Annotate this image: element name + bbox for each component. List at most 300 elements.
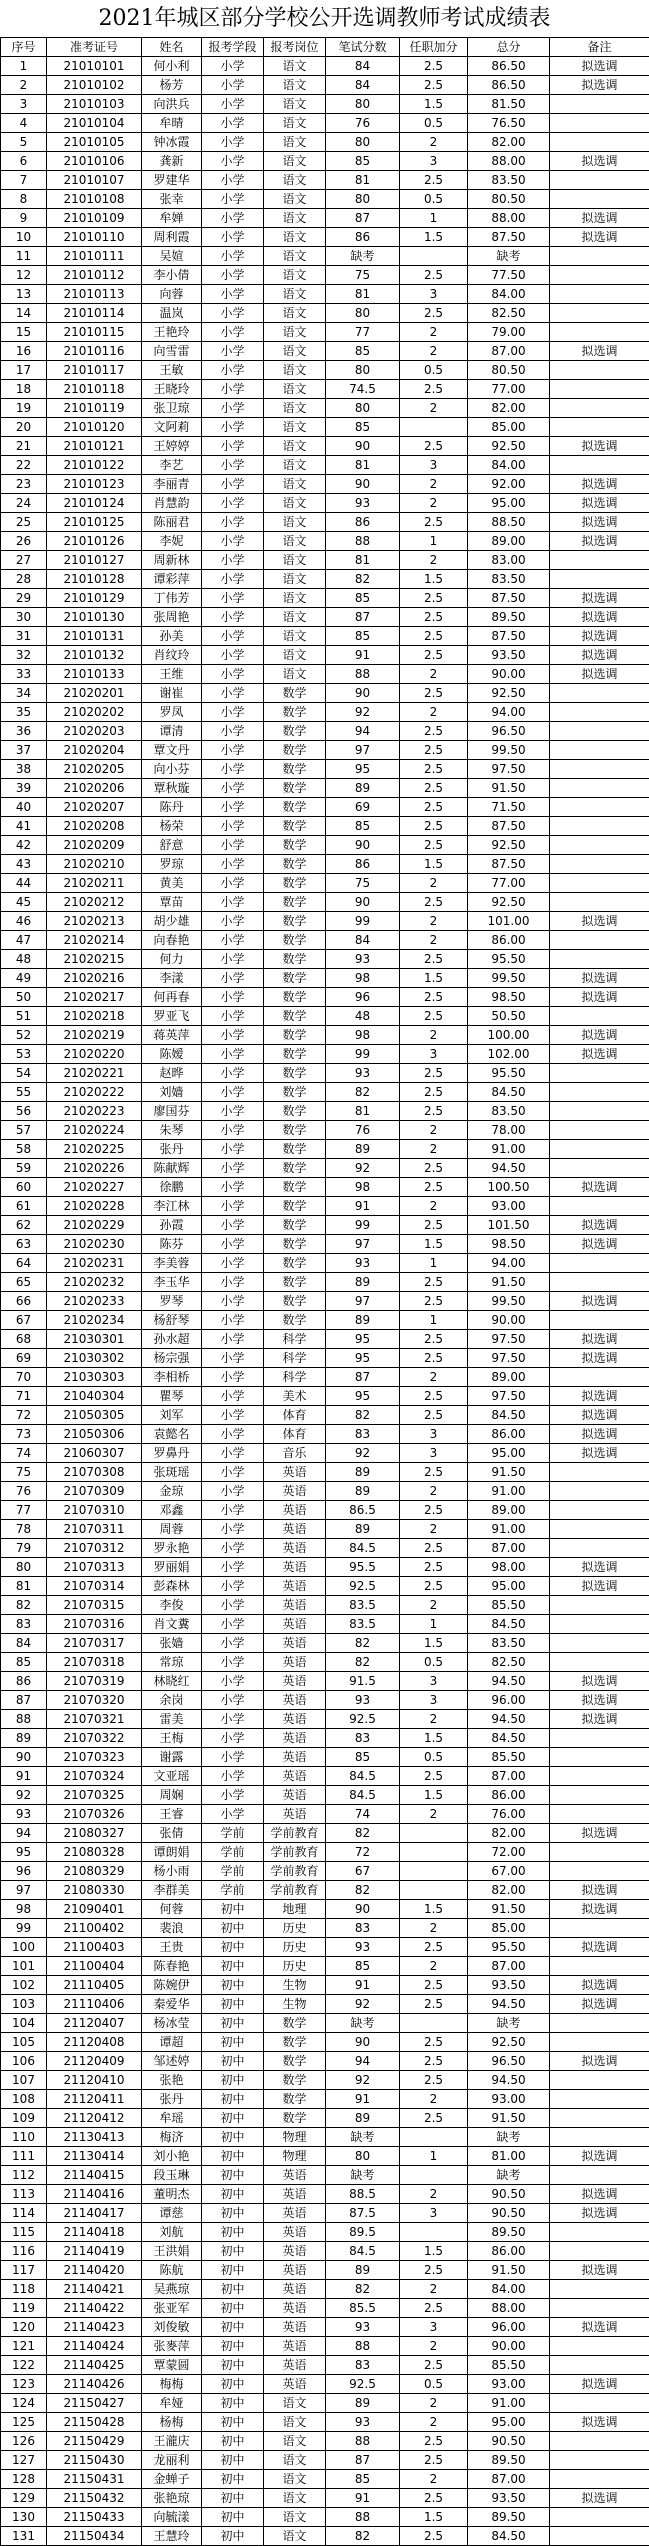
cell-post: 物理 bbox=[264, 2128, 326, 2147]
cell-total: 95.00 bbox=[468, 1444, 550, 1463]
cell-name: 刘嫱 bbox=[142, 1083, 202, 1102]
cell-post: 数学 bbox=[264, 1026, 326, 1045]
cell-index: 6 bbox=[1, 152, 47, 171]
cell-remark bbox=[550, 1520, 649, 1539]
table-row bbox=[1, 1083, 649, 1102]
cell-total: 90.50 bbox=[468, 2204, 550, 2223]
cell-post: 体育 bbox=[264, 1425, 326, 1444]
cell-ticket: 21150431 bbox=[47, 2470, 142, 2489]
cell-written-score: 92 bbox=[326, 1995, 400, 2014]
cell-post: 数学 bbox=[264, 1273, 326, 1292]
cell-bonus: 2.5 bbox=[400, 1976, 468, 1995]
cell-post: 数学 bbox=[264, 2071, 326, 2090]
cell-post: 语文 bbox=[264, 133, 326, 152]
cell-bonus: 2.5 bbox=[400, 1539, 468, 1558]
table-row bbox=[1, 2166, 649, 2185]
cell-remark: 拟选调 bbox=[550, 1406, 649, 1425]
cell-written-score: 81 bbox=[326, 285, 400, 304]
cell-post: 英语 bbox=[264, 2242, 326, 2261]
cell-name: 孙水超 bbox=[142, 1330, 202, 1349]
cell-bonus: 0.5 bbox=[400, 361, 468, 380]
cell-written-score: 98 bbox=[326, 1026, 400, 1045]
cell-index: 45 bbox=[1, 893, 47, 912]
cell-stage: 小学 bbox=[202, 1197, 264, 1216]
cell-remark bbox=[550, 1102, 649, 1121]
cell-remark bbox=[550, 1121, 649, 1140]
cell-index: 67 bbox=[1, 1311, 47, 1330]
cell-ticket: 21010124 bbox=[47, 494, 142, 513]
cell-stage: 小学 bbox=[202, 456, 264, 475]
cell-total: 89.00 bbox=[468, 1368, 550, 1387]
cell-name: 孙美 bbox=[142, 627, 202, 646]
cell-bonus: 2.5 bbox=[400, 1463, 468, 1482]
cell-bonus: 2.5 bbox=[400, 304, 468, 323]
cell-post: 语文 bbox=[264, 171, 326, 190]
cell-stage: 小学 bbox=[202, 1463, 264, 1482]
cell-stage: 小学 bbox=[202, 1026, 264, 1045]
cell-name: 向小芬 bbox=[142, 760, 202, 779]
table-row bbox=[1, 2413, 649, 2432]
cell-name: 向春艳 bbox=[142, 931, 202, 950]
cell-bonus: 3 bbox=[400, 1425, 468, 1444]
cell-ticket: 21100402 bbox=[47, 1919, 142, 1938]
cell-stage: 小学 bbox=[202, 627, 264, 646]
cell-post: 数学 bbox=[264, 779, 326, 798]
cell-bonus bbox=[400, 418, 468, 437]
cell-ticket: 21020208 bbox=[47, 817, 142, 836]
cell-stage: 学前 bbox=[202, 1862, 264, 1881]
cell-stage: 小学 bbox=[202, 1539, 264, 1558]
cell-written-score: 88 bbox=[326, 2432, 400, 2451]
cell-remark bbox=[550, 874, 649, 893]
cell-total: 95.00 bbox=[468, 494, 550, 513]
cell-bonus: 2.5 bbox=[400, 437, 468, 456]
cell-stage: 小学 bbox=[202, 76, 264, 95]
cell-name: 瞿琴 bbox=[142, 1387, 202, 1406]
cell-remark bbox=[550, 855, 649, 874]
table-row bbox=[1, 1520, 649, 1539]
cell-written-score: 85 bbox=[326, 152, 400, 171]
cell-total: 94.50 bbox=[468, 1995, 550, 2014]
cell-name: 董明杰 bbox=[142, 2185, 202, 2204]
cell-total: 85.00 bbox=[468, 1919, 550, 1938]
cell-written-score: 76 bbox=[326, 114, 400, 133]
cell-remark: 拟选调 bbox=[550, 1349, 649, 1368]
table-row bbox=[1, 532, 649, 551]
cell-stage: 小学 bbox=[202, 1349, 264, 1368]
cell-name: 杨芳 bbox=[142, 76, 202, 95]
cell-remark bbox=[550, 760, 649, 779]
cell-ticket: 21020224 bbox=[47, 1121, 142, 1140]
cell-index: 127 bbox=[1, 2451, 47, 2470]
table-body bbox=[1, 57, 649, 2546]
cell-name: 段玉琳 bbox=[142, 2166, 202, 2185]
cell-bonus: 2.5 bbox=[400, 171, 468, 190]
cell-stage: 小学 bbox=[202, 1653, 264, 1672]
cell-ticket: 21020225 bbox=[47, 1140, 142, 1159]
cell-bonus: 3 bbox=[400, 1444, 468, 1463]
cell-ticket: 21010108 bbox=[47, 190, 142, 209]
cell-written-score: 89 bbox=[326, 1140, 400, 1159]
cell-post: 数学 bbox=[264, 1045, 326, 1064]
cell-stage: 小学 bbox=[202, 912, 264, 931]
cell-ticket: 21070315 bbox=[47, 1596, 142, 1615]
cell-total: 89.50 bbox=[468, 2223, 550, 2242]
cell-written-score: 92 bbox=[326, 703, 400, 722]
table-row bbox=[1, 1406, 649, 1425]
table-row bbox=[1, 209, 649, 228]
header-cell-index: 序号 bbox=[1, 38, 47, 57]
cell-written-score: 99 bbox=[326, 1216, 400, 1235]
cell-post: 语文 bbox=[264, 418, 326, 437]
cell-name: 黄美 bbox=[142, 874, 202, 893]
cell-name: 龚新 bbox=[142, 152, 202, 171]
cell-name: 杨冰莹 bbox=[142, 2014, 202, 2033]
table-row bbox=[1, 2356, 649, 2375]
table-row bbox=[1, 855, 649, 874]
cell-total: 86.50 bbox=[468, 57, 550, 76]
cell-post: 数学 bbox=[264, 1121, 326, 1140]
cell-written-score: 91 bbox=[326, 1197, 400, 1216]
cell-stage: 小学 bbox=[202, 57, 264, 76]
cell-ticket: 21020221 bbox=[47, 1064, 142, 1083]
table-row bbox=[1, 247, 649, 266]
cell-bonus: 2 bbox=[400, 1140, 468, 1159]
cell-total: 95.50 bbox=[468, 950, 550, 969]
cell-ticket: 21020227 bbox=[47, 1178, 142, 1197]
cell-ticket: 21020211 bbox=[47, 874, 142, 893]
cell-index: 11 bbox=[1, 247, 47, 266]
cell-written-score: 95 bbox=[326, 760, 400, 779]
cell-stage: 小学 bbox=[202, 209, 264, 228]
cell-written-score: 89 bbox=[326, 1463, 400, 1482]
cell-written-score: 84 bbox=[326, 57, 400, 76]
cell-post: 美术 bbox=[264, 1387, 326, 1406]
cell-name: 丁伟芳 bbox=[142, 589, 202, 608]
cell-post: 英语 bbox=[264, 2337, 326, 2356]
cell-written-score: 95 bbox=[326, 1349, 400, 1368]
cell-stage: 小学 bbox=[202, 1444, 264, 1463]
cell-index: 76 bbox=[1, 1482, 47, 1501]
cell-remark: 拟选调 bbox=[550, 2375, 649, 2394]
cell-name: 牟婵 bbox=[142, 209, 202, 228]
cell-stage: 小学 bbox=[202, 1615, 264, 1634]
cell-ticket: 21020209 bbox=[47, 836, 142, 855]
table-row bbox=[1, 513, 649, 532]
table-row bbox=[1, 171, 649, 190]
cell-written-score: 97 bbox=[326, 1292, 400, 1311]
cell-name: 王贵 bbox=[142, 1938, 202, 1957]
table-row bbox=[1, 1330, 649, 1349]
cell-written-score: 93 bbox=[326, 950, 400, 969]
cell-ticket: 21150430 bbox=[47, 2451, 142, 2470]
cell-index: 47 bbox=[1, 931, 47, 950]
cell-index: 26 bbox=[1, 532, 47, 551]
cell-bonus: 2 bbox=[400, 399, 468, 418]
cell-remark: 拟选调 bbox=[550, 1330, 649, 1349]
cell-bonus: 2 bbox=[400, 475, 468, 494]
cell-post: 英语 bbox=[264, 1577, 326, 1596]
cell-post: 语文 bbox=[264, 665, 326, 684]
cell-index: 113 bbox=[1, 2185, 47, 2204]
cell-ticket: 21010127 bbox=[47, 551, 142, 570]
cell-written-score: 67 bbox=[326, 1862, 400, 1881]
cell-ticket: 21020231 bbox=[47, 1254, 142, 1273]
cell-remark bbox=[550, 1501, 649, 1520]
cell-total: 91.50 bbox=[468, 779, 550, 798]
cell-ticket: 21050305 bbox=[47, 1406, 142, 1425]
cell-index: 96 bbox=[1, 1862, 47, 1881]
cell-stage: 初中 bbox=[202, 2451, 264, 2470]
table-row bbox=[1, 1672, 649, 1691]
cell-remark bbox=[550, 285, 649, 304]
cell-stage: 小学 bbox=[202, 1330, 264, 1349]
cell-total: 100.50 bbox=[468, 1178, 550, 1197]
cell-total: 92.50 bbox=[468, 836, 550, 855]
cell-index: 60 bbox=[1, 1178, 47, 1197]
cell-stage: 初中 bbox=[202, 2223, 264, 2242]
cell-remark: 拟选调 bbox=[550, 1672, 649, 1691]
cell-bonus: 2 bbox=[400, 874, 468, 893]
cell-name: 谢崔 bbox=[142, 684, 202, 703]
cell-ticket: 21010126 bbox=[47, 532, 142, 551]
cell-post: 数学 bbox=[264, 722, 326, 741]
cell-remark: 拟选调 bbox=[550, 665, 649, 684]
cell-total: 84.50 bbox=[468, 1406, 550, 1425]
cell-name: 罗亚飞 bbox=[142, 1007, 202, 1026]
cell-written-score: 86 bbox=[326, 513, 400, 532]
cell-bonus: 2 bbox=[400, 133, 468, 152]
cell-index: 15 bbox=[1, 323, 47, 342]
table-row bbox=[1, 380, 649, 399]
cell-remark bbox=[550, 1615, 649, 1634]
cell-remark bbox=[550, 570, 649, 589]
cell-remark bbox=[550, 2242, 649, 2261]
cell-index: 16 bbox=[1, 342, 47, 361]
cell-index: 50 bbox=[1, 988, 47, 1007]
cell-post: 数学 bbox=[264, 874, 326, 893]
cell-index: 70 bbox=[1, 1368, 47, 1387]
cell-name: 周新林 bbox=[142, 551, 202, 570]
cell-written-score: 89 bbox=[326, 2109, 400, 2128]
cell-bonus: 2 bbox=[400, 2185, 468, 2204]
cell-index: 65 bbox=[1, 1273, 47, 1292]
cell-ticket: 21140426 bbox=[47, 2375, 142, 2394]
cell-post: 语文 bbox=[264, 456, 326, 475]
cell-ticket: 21070323 bbox=[47, 1748, 142, 1767]
cell-index: 124 bbox=[1, 2394, 47, 2413]
cell-stage: 小学 bbox=[202, 266, 264, 285]
cell-ticket: 21150434 bbox=[47, 2527, 142, 2546]
table-row bbox=[1, 304, 649, 323]
cell-written-score: 91 bbox=[326, 2090, 400, 2109]
cell-stage: 初中 bbox=[202, 2261, 264, 2280]
cell-remark bbox=[550, 722, 649, 741]
cell-index: 123 bbox=[1, 2375, 47, 2394]
cell-bonus: 2.5 bbox=[400, 1577, 468, 1596]
cell-total: 90.00 bbox=[468, 1311, 550, 1330]
cell-bonus: 2.5 bbox=[400, 1216, 468, 1235]
cell-bonus: 2.5 bbox=[400, 1159, 468, 1178]
table-row bbox=[1, 95, 649, 114]
cell-name: 罗琼 bbox=[142, 855, 202, 874]
cell-name: 谭朗娟 bbox=[142, 1843, 202, 1862]
cell-ticket: 21150427 bbox=[47, 2394, 142, 2413]
cell-name: 陈航 bbox=[142, 2261, 202, 2280]
table-row bbox=[1, 418, 649, 437]
table-row bbox=[1, 760, 649, 779]
cell-post: 数学 bbox=[264, 1311, 326, 1330]
table-row bbox=[1, 1254, 649, 1273]
cell-stage: 小学 bbox=[202, 551, 264, 570]
table-row bbox=[1, 1444, 649, 1463]
cell-total: 87.50 bbox=[468, 855, 550, 874]
cell-name: 陈嫒 bbox=[142, 1045, 202, 1064]
cell-written-score: 83 bbox=[326, 1729, 400, 1748]
cell-ticket: 21010121 bbox=[47, 437, 142, 456]
cell-post: 语文 bbox=[264, 228, 326, 247]
cell-name: 张丹 bbox=[142, 2090, 202, 2109]
cell-stage: 小学 bbox=[202, 475, 264, 494]
cell-ticket: 21020229 bbox=[47, 1216, 142, 1235]
cell-remark: 拟选调 bbox=[550, 1425, 649, 1444]
cell-ticket: 21020220 bbox=[47, 1045, 142, 1064]
cell-written-score: 88 bbox=[326, 532, 400, 551]
cell-index: 114 bbox=[1, 2204, 47, 2223]
cell-total: 91.00 bbox=[468, 1520, 550, 1539]
cell-stage: 小学 bbox=[202, 950, 264, 969]
cell-written-score: 92 bbox=[326, 1444, 400, 1463]
cell-name: 牟晴 bbox=[142, 114, 202, 133]
cell-index: 23 bbox=[1, 475, 47, 494]
cell-ticket: 21020215 bbox=[47, 950, 142, 969]
table-row bbox=[1, 798, 649, 817]
cell-post: 语文 bbox=[264, 342, 326, 361]
cell-remark bbox=[550, 456, 649, 475]
cell-remark bbox=[550, 1634, 649, 1653]
table-row bbox=[1, 1501, 649, 1520]
cell-stage: 初中 bbox=[202, 2147, 264, 2166]
cell-total: 88.00 bbox=[468, 2299, 550, 2318]
cell-post: 数学 bbox=[264, 893, 326, 912]
cell-name: 谢露 bbox=[142, 1748, 202, 1767]
cell-post: 语文 bbox=[264, 95, 326, 114]
cell-post: 数学 bbox=[264, 703, 326, 722]
cell-ticket: 21020218 bbox=[47, 1007, 142, 1026]
cell-post: 数学 bbox=[264, 1159, 326, 1178]
cell-written-score: 90 bbox=[326, 437, 400, 456]
cell-post: 语文 bbox=[264, 475, 326, 494]
cell-ticket: 21140419 bbox=[47, 2242, 142, 2261]
cell-total: 82.00 bbox=[468, 399, 550, 418]
cell-post: 音乐 bbox=[264, 1444, 326, 1463]
cell-stage: 初中 bbox=[202, 2508, 264, 2527]
cell-index: 31 bbox=[1, 627, 47, 646]
cell-total: 85.00 bbox=[468, 418, 550, 437]
table-row bbox=[1, 988, 649, 1007]
cell-bonus: 2 bbox=[400, 931, 468, 950]
cell-post: 英语 bbox=[264, 1615, 326, 1634]
cell-index: 18 bbox=[1, 380, 47, 399]
cell-post: 英语 bbox=[264, 2185, 326, 2204]
cell-ticket: 21020203 bbox=[47, 722, 142, 741]
cell-bonus bbox=[400, 1881, 468, 1900]
cell-stage: 小学 bbox=[202, 931, 264, 950]
cell-ticket: 21080329 bbox=[47, 1862, 142, 1881]
cell-ticket: 21140415 bbox=[47, 2166, 142, 2185]
cell-total: 95.50 bbox=[468, 1064, 550, 1083]
cell-ticket: 21030302 bbox=[47, 1349, 142, 1368]
table-row bbox=[1, 437, 649, 456]
cell-name: 张卫琼 bbox=[142, 399, 202, 418]
cell-post: 数学 bbox=[264, 969, 326, 988]
table-row bbox=[1, 2185, 649, 2204]
cell-written-score: 89 bbox=[326, 1273, 400, 1292]
cell-post: 数学 bbox=[264, 2109, 326, 2128]
cell-written-score: 98 bbox=[326, 1178, 400, 1197]
cell-ticket: 21020216 bbox=[47, 969, 142, 988]
cell-index: 80 bbox=[1, 1558, 47, 1577]
cell-written-score: 84 bbox=[326, 931, 400, 950]
table-row bbox=[1, 627, 649, 646]
cell-name: 谭清 bbox=[142, 722, 202, 741]
cell-index: 3 bbox=[1, 95, 47, 114]
cell-post: 数学 bbox=[264, 1140, 326, 1159]
cell-index: 109 bbox=[1, 2109, 47, 2128]
cell-index: 20 bbox=[1, 418, 47, 437]
cell-index: 73 bbox=[1, 1425, 47, 1444]
cell-total: 91.00 bbox=[468, 1482, 550, 1501]
cell-stage: 小学 bbox=[202, 1482, 264, 1501]
cell-bonus: 2 bbox=[400, 2394, 468, 2413]
cell-bonus: 1.5 bbox=[400, 1729, 468, 1748]
table-row bbox=[1, 1539, 649, 1558]
cell-total: 99.50 bbox=[468, 741, 550, 760]
cell-name: 王梅 bbox=[142, 1729, 202, 1748]
cell-written-score: 84 bbox=[326, 76, 400, 95]
cell-remark: 拟选调 bbox=[550, 2052, 649, 2071]
cell-name: 雷美 bbox=[142, 1710, 202, 1729]
cell-bonus: 2.5 bbox=[400, 817, 468, 836]
table-row bbox=[1, 1577, 649, 1596]
cell-name: 梅梅 bbox=[142, 2375, 202, 2394]
cell-name: 张嫱 bbox=[142, 1634, 202, 1653]
cell-index: 68 bbox=[1, 1330, 47, 1349]
cell-ticket: 21010113 bbox=[47, 285, 142, 304]
cell-total: 92.00 bbox=[468, 475, 550, 494]
cell-name: 王艳玲 bbox=[142, 323, 202, 342]
cell-name: 陈献辉 bbox=[142, 1159, 202, 1178]
cell-total: 98.00 bbox=[468, 1558, 550, 1577]
cell-written-score: 82 bbox=[326, 570, 400, 589]
cell-written-score: 85 bbox=[326, 1957, 400, 1976]
cell-index: 66 bbox=[1, 1292, 47, 1311]
cell-stage: 初中 bbox=[202, 2109, 264, 2128]
table-row bbox=[1, 57, 649, 76]
cell-stage: 小学 bbox=[202, 1007, 264, 1026]
cell-index: 30 bbox=[1, 608, 47, 627]
cell-remark bbox=[550, 1197, 649, 1216]
table-row bbox=[1, 285, 649, 304]
cell-bonus: 3 bbox=[400, 1045, 468, 1064]
cell-written-score: 95 bbox=[326, 1387, 400, 1406]
cell-index: 72 bbox=[1, 1406, 47, 1425]
cell-post: 学前教育 bbox=[264, 1843, 326, 1862]
cell-bonus: 2 bbox=[400, 2337, 468, 2356]
cell-post: 英语 bbox=[264, 1805, 326, 1824]
cell-ticket: 21010106 bbox=[47, 152, 142, 171]
table-row bbox=[1, 1292, 649, 1311]
